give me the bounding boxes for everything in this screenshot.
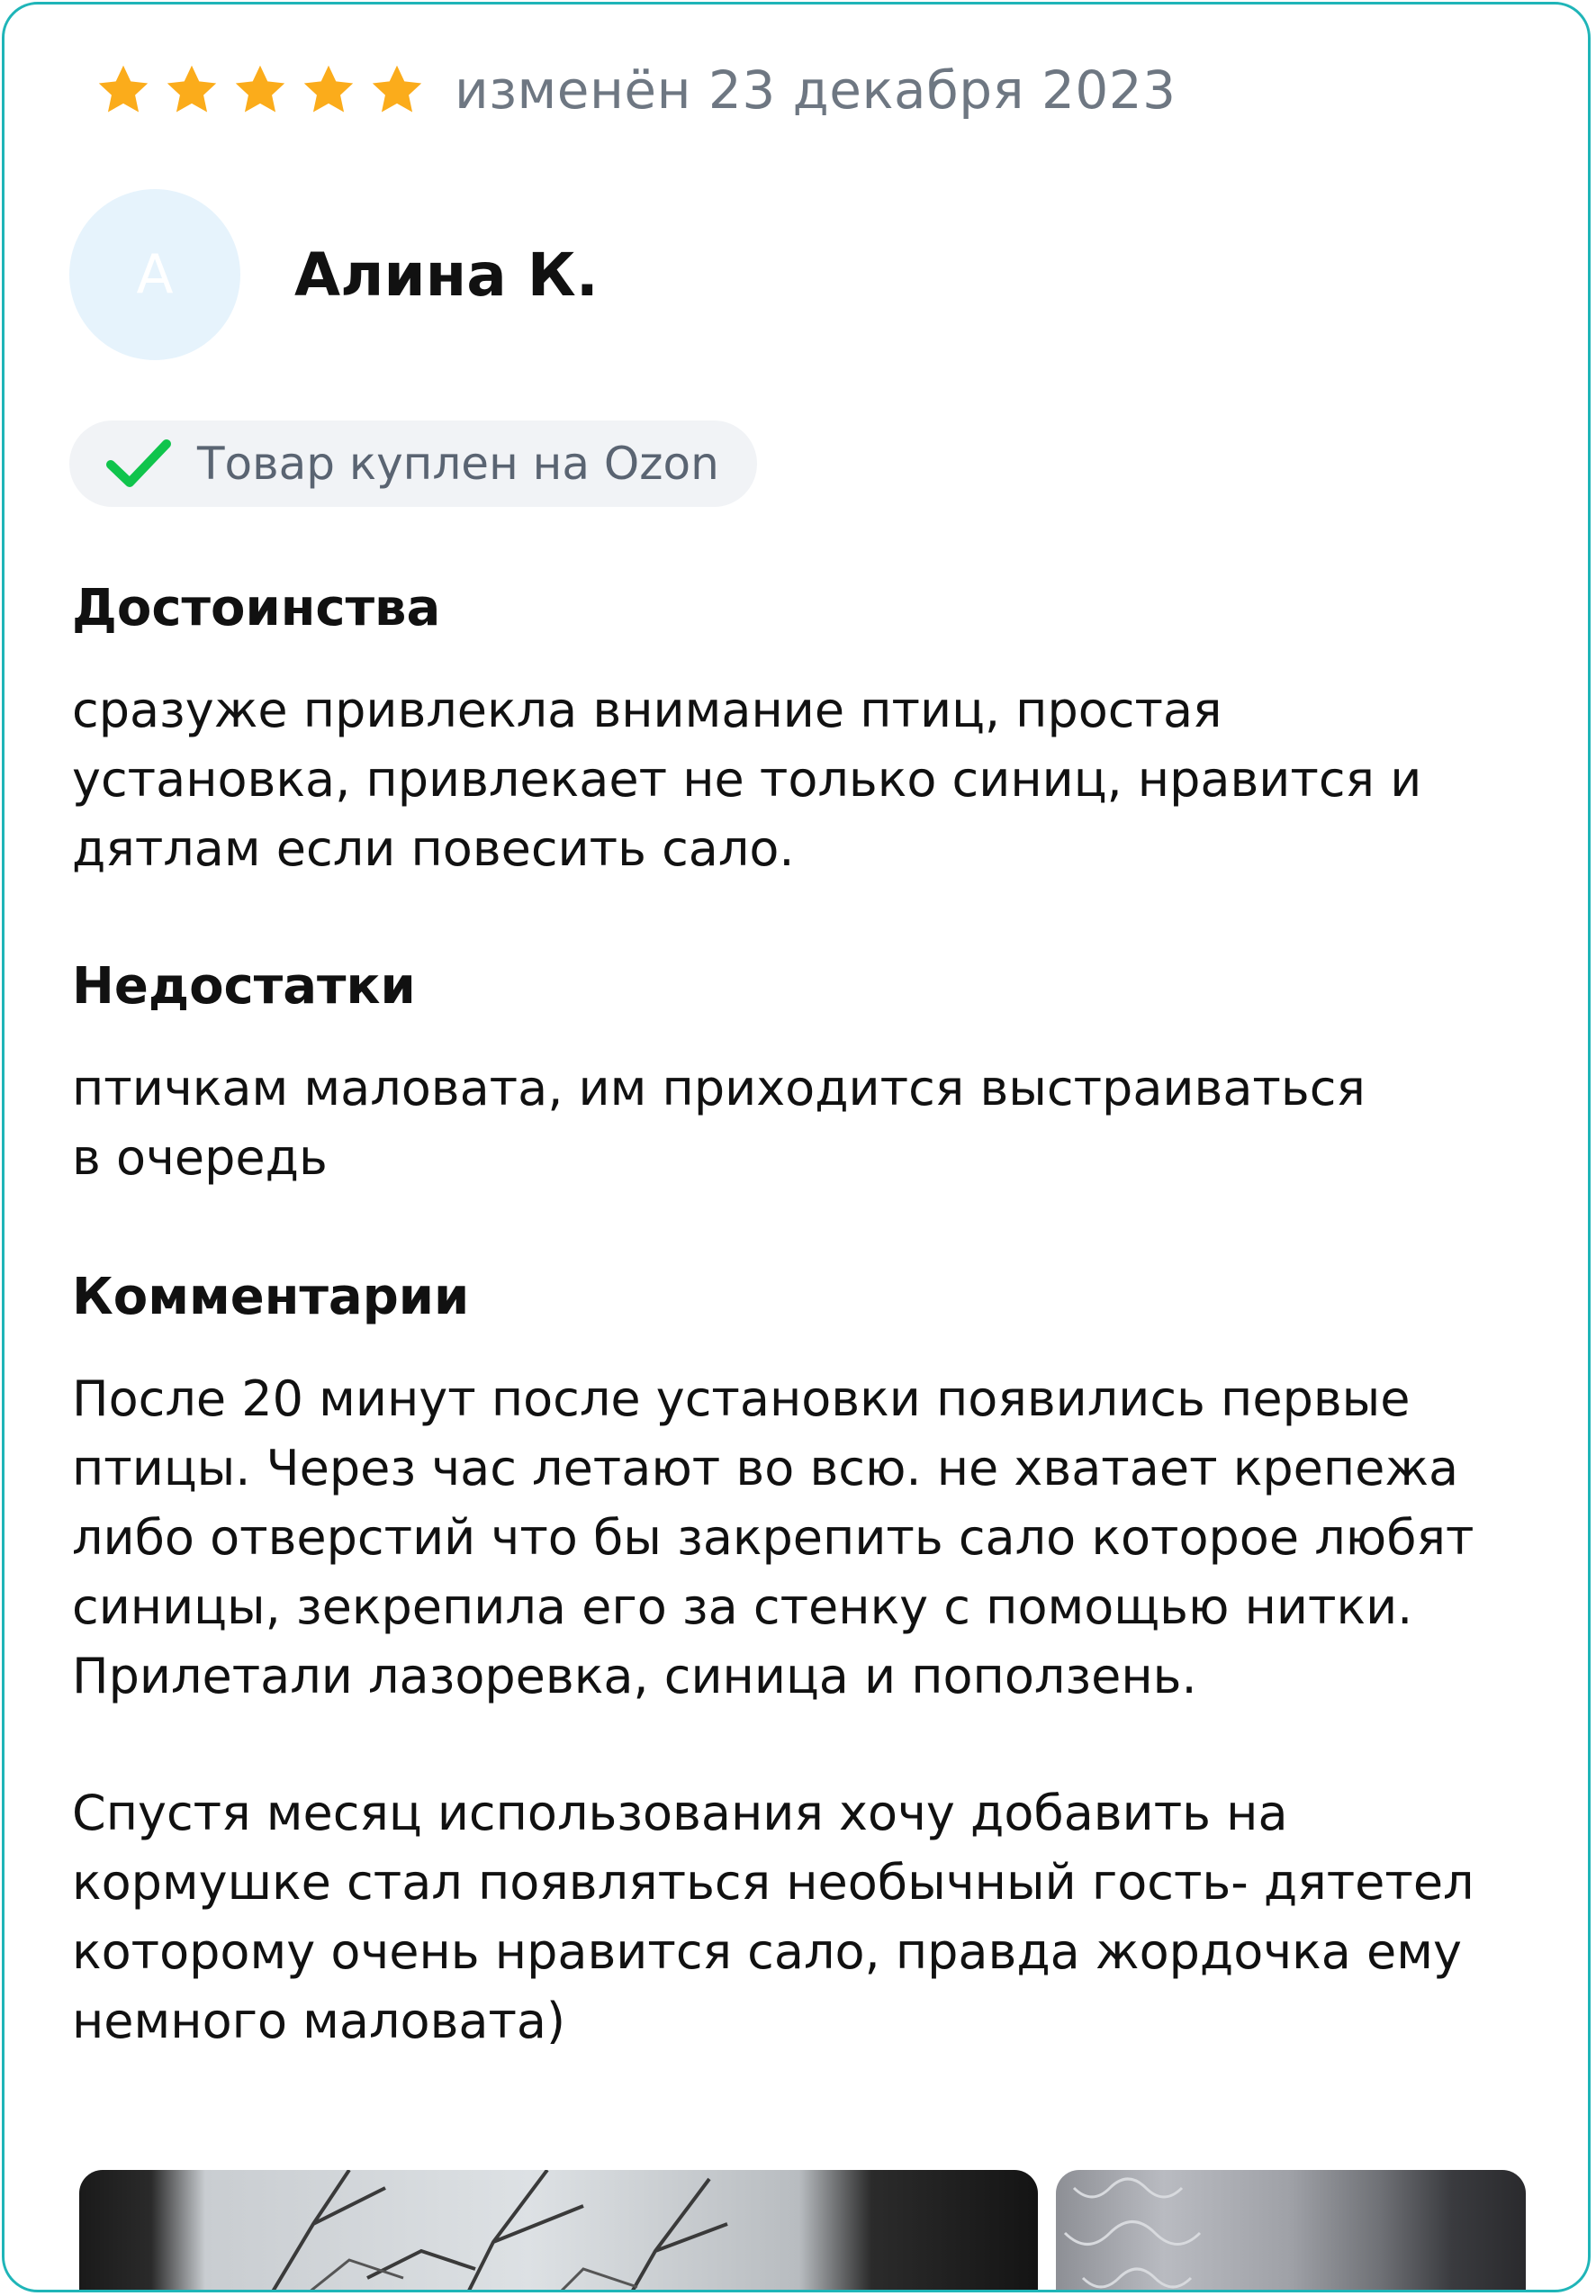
photo-thumbnail[interactable] [79, 2170, 1038, 2292]
author-row [69, 189, 599, 360]
comments-section [72, 1265, 1548, 2056]
author-name[interactable]: Алина К. [294, 240, 599, 310]
comments-title: Комментарии [72, 1268, 470, 1326]
review-photos [79, 2170, 1526, 2292]
star-icon [300, 61, 357, 119]
star-icon [95, 61, 152, 119]
review-date: изменён 23 декабря 2023 [455, 59, 1177, 121]
star-rating [95, 61, 437, 119]
avatar[interactable] [69, 189, 240, 360]
avatar-initial: А [136, 243, 174, 306]
pros-text: сразуже привлекла внимание птиц, простая установка, привлекает не только синиц, нравится и дятлам если повесить сало. [72, 682, 1422, 877]
pros-title: Достоинства [72, 579, 441, 637]
comments-text-1: После 20 минут после установки появились первые птицы. Через час летают во всю. не хватает крепежа либо отверстий что бы закрепить сало которое любят синицы, зекрепила его за стенку с помощью нитки. Прилетали лазоревка, синица и поползень. [72, 1370, 1474, 1704]
checkmark-icon [105, 437, 172, 491]
rating-row [95, 54, 1177, 126]
badge-text: Товар куплен на Ozon [197, 438, 719, 490]
review-card [2, 2, 1591, 2292]
photo-thumbnail[interactable] [1056, 2170, 1526, 2292]
pros-section [72, 576, 1548, 883]
verified-purchase-badge [69, 420, 757, 507]
comments-text-2: Спустя месяц использования хочу добавить на кормушке стал появляться необычный гость- дятетел которому очень нравится сало, правда жордочка ему немного маловата) [72, 1785, 1474, 2049]
star-icon [368, 61, 426, 119]
cons-text: птичкам маловата, им приходится выстраиваться в очередь [72, 1060, 1366, 1186]
star-icon [231, 61, 289, 119]
cons-section [72, 954, 1548, 1192]
cons-title: Недостатки [72, 957, 416, 1016]
star-icon [163, 61, 221, 119]
